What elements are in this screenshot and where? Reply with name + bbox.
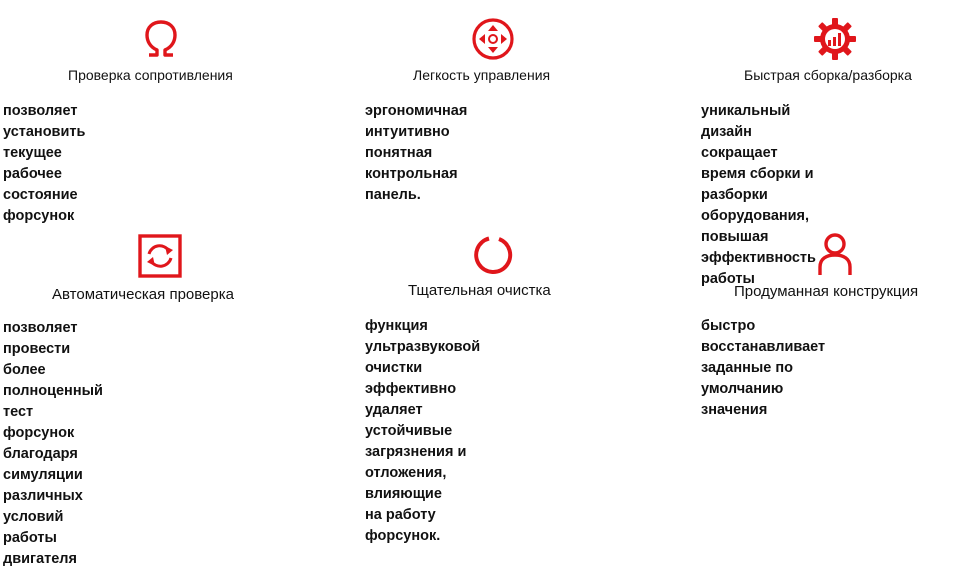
feature-title: Быстрая сборка/разборка [744,67,912,83]
feature-title: Тщательная очистка [408,282,551,299]
feature-description: уникальный дизайн сокращает время сборки и разборки оборудования, повышая эффективность работы [701,103,816,287]
feature-description: быстро восстанавливает заданные по умолчанию значения [701,318,826,418]
ring-icon [471,233,515,277]
user-icon [814,231,856,277]
control-pad-icon [471,17,515,61]
feature-title: Автоматическая проверка [52,286,234,303]
feature-description: позволяет провести более полноценный тест форсунок благодаря симуляции различных условий работы двигателя [3,320,103,567]
feature-title: Легкость управления [413,67,551,83]
feature-description: эргономичная интуитивно понятная контрольная панель. [365,103,468,203]
feature-description: позволяет установить текущее рабочее состояние форсунок [3,103,86,224]
omega-icon [143,19,179,59]
feature-description: функция ультразвуковой очистки эффективно удаляет устойчивые загрязнения и отложения, влияющие на работу форсунок. [365,318,481,544]
gear-chart-icon [813,17,857,61]
feature-title: Проверка сопротивления [68,67,233,83]
feature-title: Продуманная конструкция [734,283,919,300]
refresh-icon [137,234,183,278]
